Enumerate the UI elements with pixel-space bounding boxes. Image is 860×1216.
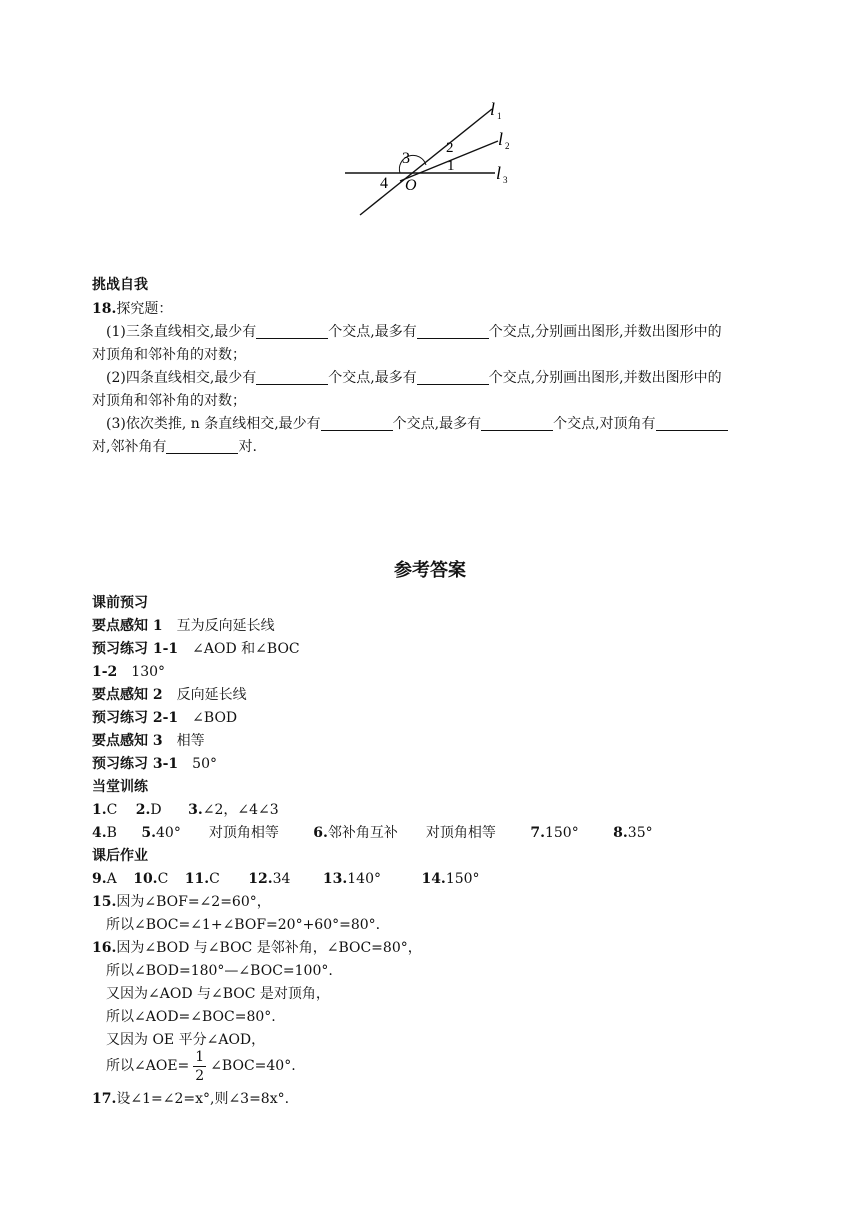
answer-blank[interactable] [417, 370, 489, 385]
exercise-2-1: 预习练习 2-1 ∠BOD [92, 710, 238, 726]
label-angle-3: 3 [402, 150, 410, 167]
question-18-part3-cont: 对,邻补角有 对. [92, 439, 257, 455]
answer-blank[interactable] [481, 416, 553, 431]
key-point-3: 要点感知 3 相等 [92, 733, 205, 749]
solution-17: 17.设∠1=∠2=x°,则∠3=8x°. [92, 1091, 290, 1107]
question-18-part2-cont: 对顶角和邻补角的对数； [92, 393, 246, 409]
key-point-2: 要点感知 2 反向延长线 [92, 687, 247, 703]
label-l3: l [496, 163, 502, 183]
answer-blank[interactable] [417, 324, 489, 339]
answer-blank[interactable] [256, 370, 328, 385]
question-18-part2: (2)四条直线相交,最少有 个交点,最多有 个交点,分别画出图形,并数出图形中的 [106, 370, 722, 386]
label-angle-1: 1 [447, 158, 455, 174]
answers-row-3: 9.A 10.C 11.C 12.34 13.140° 14.150° [92, 871, 480, 887]
label-l1-sub: 1 [497, 111, 502, 121]
solution-16: 16.因为∠BOD 与∠BOC 是邻补角，∠BOC=80°， [92, 940, 422, 956]
question-18-part3: (3)依次类推, n 条直线相交,最少有 个交点,最多有 个交点,对顶角有 [106, 414, 728, 434]
challenge-heading: 挑战自我 [92, 277, 148, 293]
intersecting-lines-figure [330, 95, 530, 225]
solution-16-line3: 又因为∠AOD 与∠BOC 是对顶角， [106, 986, 330, 1002]
question-18: 18.探究题： [92, 301, 173, 317]
class-training-heading: 当堂训练 [92, 779, 148, 795]
key-point-1: 要点感知 1 互为反向延长线 [92, 618, 275, 634]
answer-blank[interactable] [256, 324, 328, 339]
exercise-1-1: 预习练习 1-1 ∠AOD 和∠BOC [92, 641, 300, 657]
question-18-part1: (1)三条直线相交,最少有 个交点,最多有 个交点,分别画出图形,并数出图形中的 [106, 324, 722, 340]
label-O: O [405, 177, 417, 194]
answers-row-1: 1.C 2.D 3.∠2，∠4∠3 [92, 802, 279, 818]
answer-blank[interactable] [656, 416, 728, 431]
homework-heading: 课后作业 [92, 848, 148, 864]
preview-heading: 课前预习 [92, 595, 148, 611]
label-angle-2: 2 [446, 140, 454, 156]
solution-16-line4: 所以∠AOD=∠BOC=80°. [106, 1009, 276, 1025]
label-l1: l [490, 99, 496, 119]
answers-title: 参考答案 [394, 560, 466, 581]
label-angle-4: 4 [380, 175, 388, 192]
label-l3-sub: 3 [503, 175, 508, 185]
solution-15-line2: 所以∠BOC=∠1+∠BOF=20°+60°=80°. [106, 917, 381, 933]
answer-blank[interactable] [166, 439, 238, 454]
fraction-one-half: $\frac{1}{2}$ [195, 1048, 205, 1084]
solution-15: 15.因为∠BOF=∠2=60°， [92, 894, 271, 910]
answers-row-2: 4.B 5.40° 对顶角相等 6.邻补角互补 对顶角相等 7.150° 8.35° [92, 825, 653, 841]
line-l1 [360, 109, 492, 215]
exercise-3-1: 预习练习 3-1 50° [92, 756, 217, 772]
answer-blank[interactable] [321, 416, 393, 431]
question-18-part1-cont: 对顶角和邻补角的对数； [92, 347, 246, 363]
solution-16-line5: 又因为 OE 平分∠AOD， [106, 1032, 266, 1048]
solution-16-line2: 所以∠BOD=180°—∠BOC=100°. [106, 963, 333, 979]
label-l2: l [498, 129, 504, 149]
exercise-1-2: 1-2 130° [92, 664, 166, 680]
label-l2-sub: 2 [505, 141, 510, 151]
solution-16-line6: 所以∠AOE= $\frac{1}{2}$ ∠BOC=40°. [106, 1048, 296, 1084]
